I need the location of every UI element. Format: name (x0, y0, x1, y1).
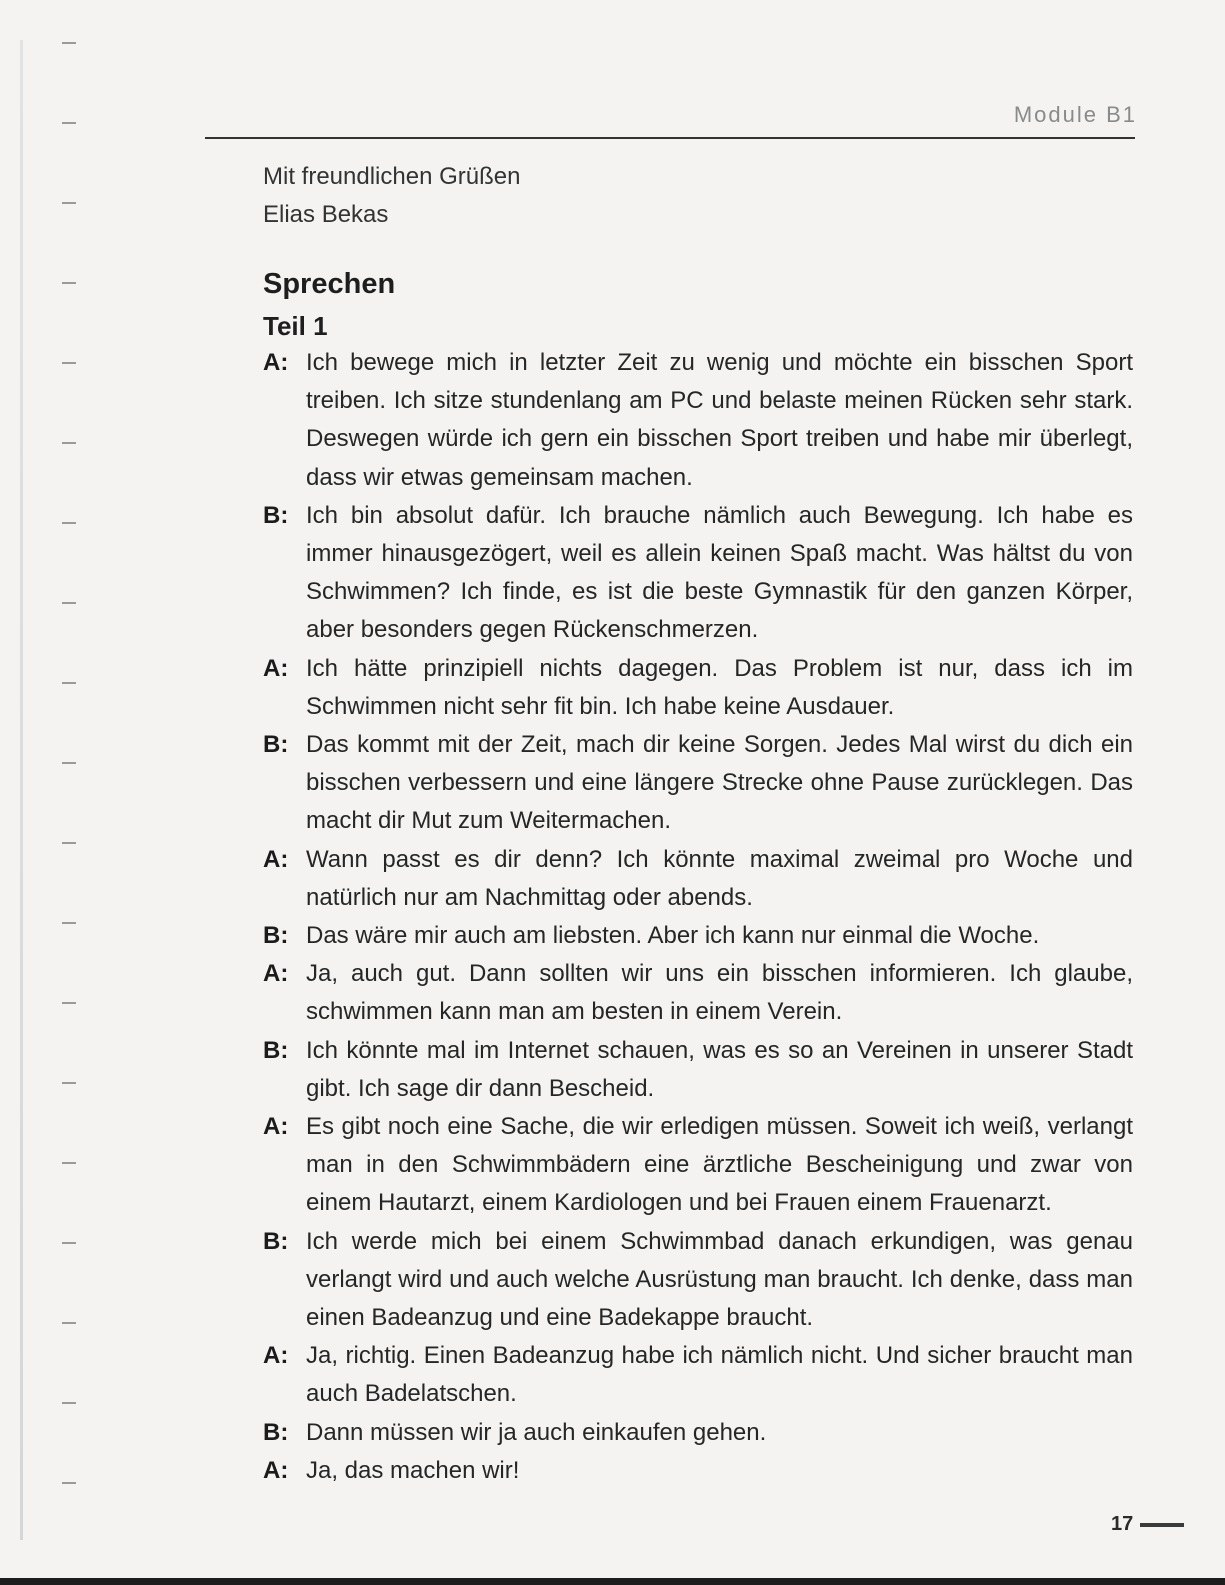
margin-tick (62, 1002, 76, 1004)
speaker-label: A: (263, 1342, 289, 1370)
speaker-label: A: (263, 1456, 289, 1484)
speech-text: Ich könnte mal im Internet schauen, was es so an Vereinen in unserer Stadt gibt. Ich sage dir dann Bescheid. (306, 1036, 1133, 1102)
speech-text: Das kommt mit der Zeit, mach dir keine Sorgen. Jedes Mal wirst du dich ein bisschen verbessern und eine längere Strecke ohne Pause zurücklegen. Das macht dir Mut zum Weitermachen. (306, 731, 1133, 835)
margin-tick (62, 282, 76, 284)
dialogue-turn (263, 1032, 1133, 1108)
margin-tick (62, 1322, 76, 1324)
part-title: Teil 1 (263, 311, 328, 341)
letter-closing (263, 158, 520, 234)
speaker-label: A: (263, 845, 289, 873)
dialogue-turn (263, 1452, 1133, 1490)
dialogue-turn (263, 955, 1133, 1031)
dialogue-turn (263, 650, 1133, 726)
margin-tick (62, 1082, 76, 1084)
speech-text: Das wäre mir auch am liebsten. Aber ich kann nur einmal die Woche. (306, 922, 1040, 950)
dialogue-turn (263, 1414, 1133, 1452)
margin-tick (62, 522, 76, 524)
dialogue-turn (263, 344, 1133, 497)
dialogue-turn (263, 1108, 1133, 1223)
margin-tick (62, 122, 76, 124)
margin-tick (62, 842, 76, 844)
speech-text: Dann müssen wir ja auch einkaufen gehen. (306, 1418, 767, 1446)
speaker-label: B: (263, 1227, 289, 1255)
closing-name: Elias Bekas (263, 201, 389, 228)
speaker-label: B: (263, 1036, 289, 1064)
speaker-label: B: (263, 922, 289, 950)
margin-tick (62, 1482, 76, 1484)
speech-text: Ich bin absolut dafür. Ich brauche nämlich auch Bewegung. Ich habe es immer hinausgezögert, weil es allein keinen Spaß macht. Was hältst du von Schwimmen? Ich finde, es ist die beste Gymnastik für den ganzen Körper, aber besonders gegen Rückenschmerzen. (306, 501, 1133, 644)
dialogue-turn (263, 1223, 1133, 1338)
margin-tick (62, 42, 76, 44)
margin-tick (62, 762, 76, 764)
section-title: Sprechen (263, 268, 396, 300)
dialogue (263, 344, 1133, 1490)
speaker-label: A: (263, 960, 289, 988)
speaker-label: B: (263, 731, 289, 759)
speech-text: Ich hätte prinzipiell nichts dagegen. Das Problem ist nur, dass ich im Schwimmen nicht sehr fit bin. Ich habe keine Ausdauer. (306, 654, 1133, 720)
page-number: 17 (1111, 1513, 1134, 1535)
scan-edge-shadow (20, 40, 23, 1540)
margin-tick (62, 442, 76, 444)
speech-text: Ich werde mich bei einem Schwimmbad danach erkundigen, was genau verlangt wird und auch welche Ausrüstung man braucht. Ich denke, dass man einen Badeanzug und eine Badekappe braucht. (306, 1227, 1133, 1332)
margin-tick (62, 1242, 76, 1244)
closing-greeting: Mit freundlichen Grüßen (263, 163, 521, 190)
margin-tick (62, 1402, 76, 1404)
speech-text: Ich bewege mich in letzter Zeit zu wenig und möchte ein bisschen Sport treiben. Ich sitze stundenlang am PC und belaste meinen Rücken sehr stark. Deswegen würde ich gern ein bisschen Sport treiben und habe mir überlegt, dass wir etwas gemeinsam machen. (306, 349, 1133, 491)
speaker-label: A: (263, 1113, 289, 1141)
speech-text: Es gibt noch eine Sache, die wir erledigen müssen. Soweit ich weiß, verlangt man in den Schwimmbädern eine ärztliche Bescheinigung und zwar von einem Hautarzt, einem Kardiologen und bei Frauen einem Frauenarzt. (306, 1113, 1133, 1217)
dialogue-turn (263, 917, 1133, 955)
module-label: Module B1 (1013, 102, 1137, 127)
margin-tick (62, 1162, 76, 1164)
speech-text: Wann passt es dir denn? Ich könnte maximal zweimal pro Woche und natürlich nur am Nachmittag oder abends. (306, 845, 1133, 911)
scan-bottom-edge (0, 1578, 1225, 1585)
dialogue-turn (263, 726, 1133, 841)
speech-text: Ja, richtig. Einen Badeanzug habe ich nämlich nicht. Und sicher braucht man auch Badelatschen. (306, 1342, 1133, 1408)
margin-tick (62, 362, 76, 364)
speaker-label: A: (263, 654, 289, 682)
dialogue-turn (263, 497, 1133, 650)
margin-tick (62, 682, 76, 684)
speech-text: Ja, das machen wir! (306, 1456, 520, 1484)
margin-tick (62, 202, 76, 204)
margin-tick (62, 922, 76, 924)
speaker-label: B: (263, 1418, 289, 1446)
header-rule (205, 137, 1135, 139)
speaker-label: B: (263, 501, 289, 529)
dialogue-turn (263, 841, 1133, 917)
margin-tick (62, 602, 76, 604)
speech-text: Ja, auch gut. Dann sollten wir uns ein bisschen informieren. Ich glaube, schwimmen kann man am besten in einem Verein. (306, 960, 1133, 1026)
dialogue-turn (263, 1337, 1133, 1413)
page-marker (1140, 1523, 1184, 1527)
speaker-label: A: (263, 349, 289, 376)
